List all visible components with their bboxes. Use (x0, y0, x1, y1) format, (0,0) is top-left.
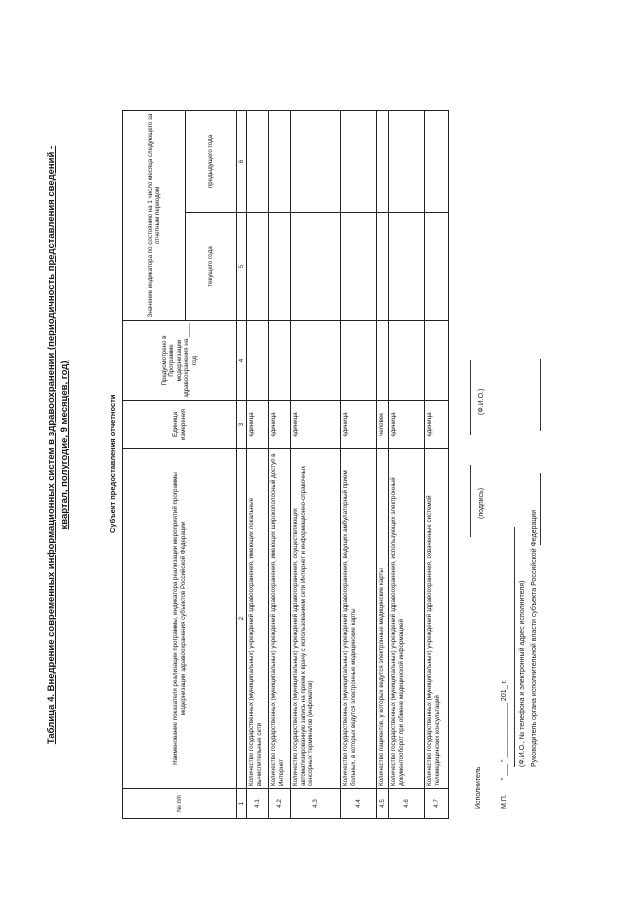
row-current[interactable] (389, 213, 425, 321)
row-unit: человек (377, 401, 389, 449)
contact-line (514, 527, 515, 767)
row-name: Количество пациентов, у которых ведутся электронные медицинские карты (377, 449, 389, 789)
row-previous[interactable] (291, 110, 341, 212)
table-row (247, 110, 269, 818)
row-previous[interactable] (269, 110, 291, 212)
row-unit: единица (269, 401, 291, 449)
fio-caption: (Ф.И.О.) (478, 388, 485, 415)
header-planned: Предусмотрено в Программе модернизации здравоохранения на ____ год (123, 321, 237, 401)
row-planned[interactable] (247, 321, 269, 401)
header-name: Наименование показателя реализации программы, индикатора реализации мероприятий программы модернизации здравоохранения субъектов Российской Федерации (123, 449, 237, 789)
mp-label: М.П. (501, 794, 508, 809)
executor-label: Исполнитель (475, 766, 482, 809)
row-planned[interactable] (291, 321, 341, 401)
header-current-year: текущего года (186, 213, 237, 321)
row-previous[interactable] (425, 110, 449, 212)
row-num: 4.1 (247, 789, 269, 819)
row-unit: единица (291, 401, 341, 449)
table-row (341, 110, 377, 818)
row-unit: единица (341, 401, 377, 449)
row-name: Количество государственных (муниципальных) учреждений здравоохранения, имеющих широкополосный доступ в Интернет (269, 449, 291, 789)
row-planned[interactable] (389, 321, 425, 401)
row-previous[interactable] (247, 110, 269, 212)
row-num: 4.6 (389, 789, 425, 819)
row-current[interactable] (247, 213, 269, 321)
row-unit: единица (425, 401, 449, 449)
table-row (291, 110, 341, 818)
date-line: " ___ " ______________ 201_ г. (501, 679, 508, 780)
row-current[interactable] (341, 213, 377, 321)
row-name: Количество государственных (муниципальных) учреждений здравоохранения, использующих электронный документооборот при обмене медицинской информацией (389, 449, 425, 789)
table-row (269, 110, 291, 818)
signature-caption: (подпись) (478, 487, 485, 519)
row-name: Количество государственных (муниципальных) учреждений здравоохранения, осуществляющих автоматизированную запись на прием к врачу с использованием сети Интернет и информационно-справочных сенсорных терминалов (инфоматов) (291, 449, 341, 789)
row-num: 4.5 (377, 789, 389, 819)
head-signature-line (540, 473, 541, 545)
column-number: 5 (237, 213, 247, 321)
row-num: 4.2 (269, 789, 291, 819)
header-previous-year: предыдущего года (186, 110, 237, 212)
indicators-table (122, 110, 449, 819)
row-planned[interactable] (269, 321, 291, 401)
table-row (377, 110, 389, 818)
header-value-group: Значение индикатора по состоянию на 1 число месяца следующего за отчетным периодом (123, 110, 186, 320)
row-current[interactable] (291, 213, 341, 321)
row-num: 4.7 (425, 789, 449, 819)
column-number: 3 (237, 401, 247, 449)
row-unit: единица (389, 401, 425, 449)
fio-line (470, 360, 471, 435)
row-previous[interactable] (341, 110, 377, 212)
row-unit: единица (247, 401, 269, 449)
row-name: Количество государственных (муниципальных) учреждений здравоохранения, ведущих амбулаторный прием больных, в которых ведутся электронные медицинские карты (341, 449, 377, 789)
header-unit: Единица измерения (123, 401, 237, 449)
contact-caption: (Ф.И.О., № телефона и электронный адрес исполнителя) (519, 580, 526, 767)
row-name: Количество государственных (муниципальных) учреждений здравоохранения, имеющих локальные вычислительные сети (247, 449, 269, 789)
row-num: 4.4 (341, 789, 377, 819)
row-num: 4.3 (291, 789, 341, 819)
row-current[interactable] (377, 213, 389, 321)
row-current[interactable] (425, 213, 449, 321)
table-row (425, 110, 449, 818)
head-label: Руководитель органа исполнительной власти субъекта Российской Федерации (531, 509, 538, 767)
head-fio-line (540, 359, 541, 431)
header-num: № п/п (123, 789, 237, 819)
row-planned[interactable] (341, 321, 377, 401)
row-name: Количество государственных (муниципальных) учреждений здравоохранения, охваченные системой телемедицинских консультаций (425, 449, 449, 789)
subject-label: Субъект предоставления отчетности (108, 394, 117, 533)
row-planned[interactable] (425, 321, 449, 401)
row-current[interactable] (269, 213, 291, 321)
row-previous[interactable] (389, 110, 425, 212)
row-previous[interactable] (377, 110, 389, 212)
column-number: 6 (237, 110, 247, 212)
column-number: 4 (237, 321, 247, 401)
signature-line (470, 465, 471, 537)
document-title: Таблица 4. Внедрение современных информационных систем в здравоохранении (периодичность представления сведений - квартал, полугодие, 9 месяцев, год) (46, 145, 70, 745)
column-number: 2 (237, 449, 247, 789)
row-planned[interactable] (377, 321, 389, 401)
table-row (389, 110, 425, 818)
column-number: 1 (237, 789, 247, 819)
